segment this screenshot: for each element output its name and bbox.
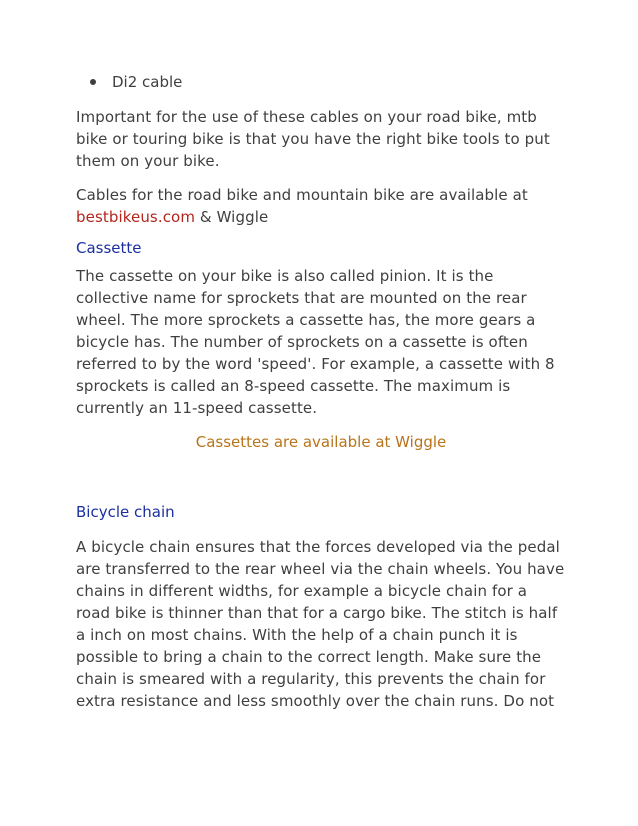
bullet-list-item [90, 70, 566, 94]
cassette-paragraph: The cassette on your bike is also called pinion. It is the collective name for sprockets that are mounted on the rear wheel. The more sprockets a cassette has, the more gears a bicycle has. The number of sprockets on a cassette is often referred to by the word 'speed'. For example, a cassette with 8 sprockets is called an 8-speed cassette. The maximum is currently an 11-speed cassette. [76, 267, 555, 417]
bicycle-chain-paragraph: A bicycle chain ensures that the forces developed via the pedal are transferred to the rear wheel via the chain wheels. You have chains in different widths, for example a bicycle chain for a road bike is thinner than that for a cargo bike. The stitch is half a inch on most chains. With the help of a chain punch it is possible to bring a chain to the correct length. Make sure the chain is smeared with a regularity, this prevents the chain for extra resistance and less smoothly over the chain runs. Do not [76, 538, 565, 710]
bullet-dot-icon [90, 79, 96, 85]
bestbikeus-link[interactable]: bestbikeus.com [76, 208, 196, 226]
cassette-heading: Cassette [76, 239, 142, 257]
availability-prefix-text: Cables for the road bike and mountain bike are available at [76, 186, 528, 204]
bike-tools-paragraph: Important for the use of these cables on your road bike, mtb bike or touring bike is that you have the right bike tools to put them on your bike. [76, 108, 550, 170]
bullet-item-text: Di2 cable [112, 73, 183, 91]
availability-suffix-text: & Wiggle [195, 208, 269, 226]
bicycle-chain-heading: Bicycle chain [76, 503, 175, 521]
cables-availability-paragraph [76, 184, 566, 228]
cassette-wiggle-link[interactable]: Cassettes are available at Wiggle [195, 433, 447, 451]
document-page [76, 70, 566, 712]
